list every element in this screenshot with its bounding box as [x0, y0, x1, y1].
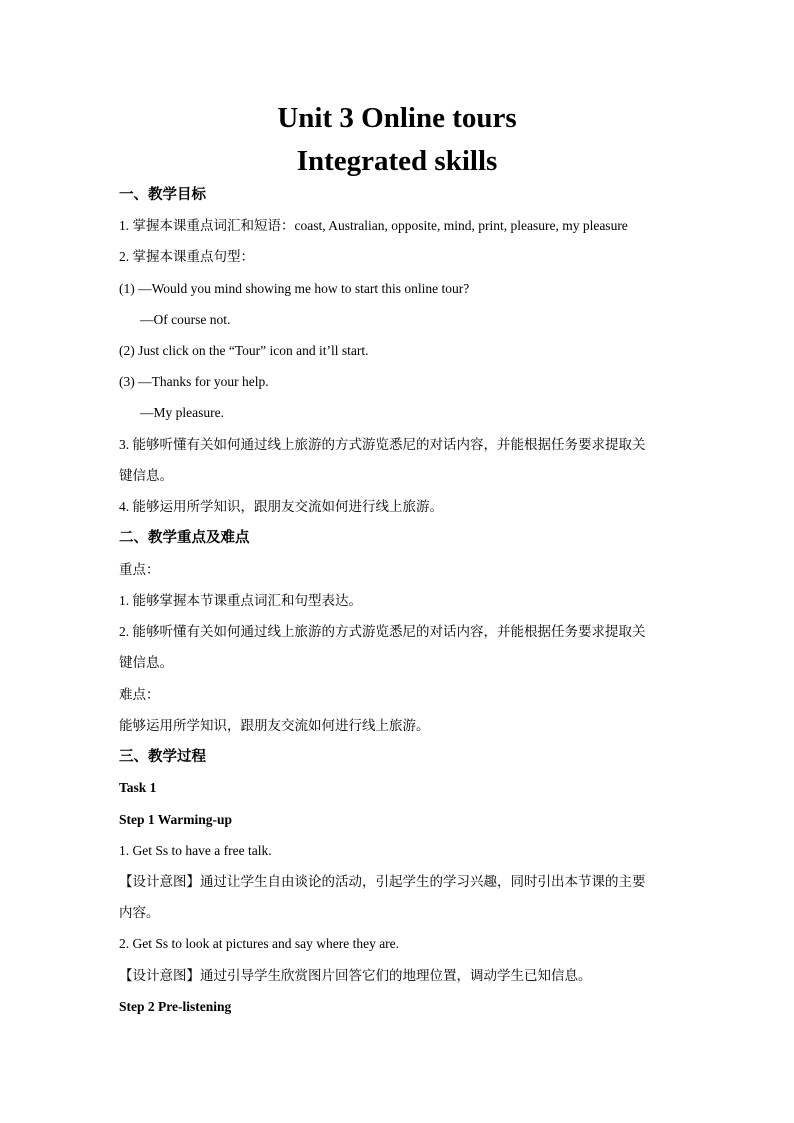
sentence-pattern-2: (2) Just click on the “Tour” icon and it’ll start. — [119, 343, 369, 358]
document-title: Unit 3 Online tours — [277, 102, 517, 134]
key-points-label: 重点： — [119, 562, 160, 577]
task-label: Task 1 — [119, 780, 157, 795]
design-intent-1: 【设计意图】通过让学生自由谈论的活动，引起学生的学习兴趣，同时引出本节课的主要 — [119, 874, 646, 889]
objective-1: 1. 掌握本课重点词汇和短语：coast, Australian, opposite, mind, print, pleasure, my pleasure — [119, 218, 628, 233]
step-1-item-2: 2. Get Ss to look at pictures and say where they are. — [119, 936, 400, 951]
step-2-label: Step 2 Pre-listening — [119, 999, 232, 1014]
sentence-pattern-3: (3) —Thanks for your help. — [119, 374, 269, 389]
sentence-pattern-1: (1) —Would you mind showing me how to start this online tour? — [119, 281, 470, 296]
difficulty-label: 难点： — [119, 687, 160, 702]
key-point-2-continued: 键信息。 — [119, 655, 173, 670]
objective-3-continued: 键信息。 — [119, 468, 173, 483]
step-1-label: Step 1 Warming-up — [119, 812, 233, 827]
design-intent-2: 【设计意图】通过引导学生欣赏图片回答它们的地理位置，调动学生已知信息。 — [119, 968, 592, 983]
document-subtitle: Integrated skills — [296, 145, 498, 177]
key-point-1: 1. 能够掌握本节课重点词汇和句型表达。 — [119, 593, 362, 608]
key-point-2: 2. 能够听懂有关如何通过线上旅游的方式游览悉尼的对话内容，并能根据任务要求提取关 — [119, 624, 646, 639]
objective-2: 2. 掌握本课重点句型： — [119, 249, 254, 264]
section-heading-objectives: 一、教学目标 — [119, 187, 206, 203]
section-heading-key-points: 二、教学重点及难点 — [119, 530, 250, 546]
objective-4: 4. 能够运用所学知识，跟朋友交流如何进行线上旅游。 — [119, 499, 443, 514]
sentence-pattern-1-reply: —Of course not. — [140, 312, 231, 327]
difficulty-1: 能够运用所学知识，跟朋友交流如何进行线上旅游。 — [119, 718, 430, 733]
design-intent-1-continued: 内容。 — [119, 905, 160, 920]
step-1-item-1: 1. Get Ss to have a free talk. — [119, 843, 272, 858]
sentence-pattern-3-reply: —My pleasure. — [140, 405, 224, 420]
section-heading-process: 三、教学过程 — [119, 749, 206, 765]
objective-3: 3. 能够听懂有关如何通过线上旅游的方式游览悉尼的对话内容，并能根据任务要求提取关 — [119, 437, 646, 452]
